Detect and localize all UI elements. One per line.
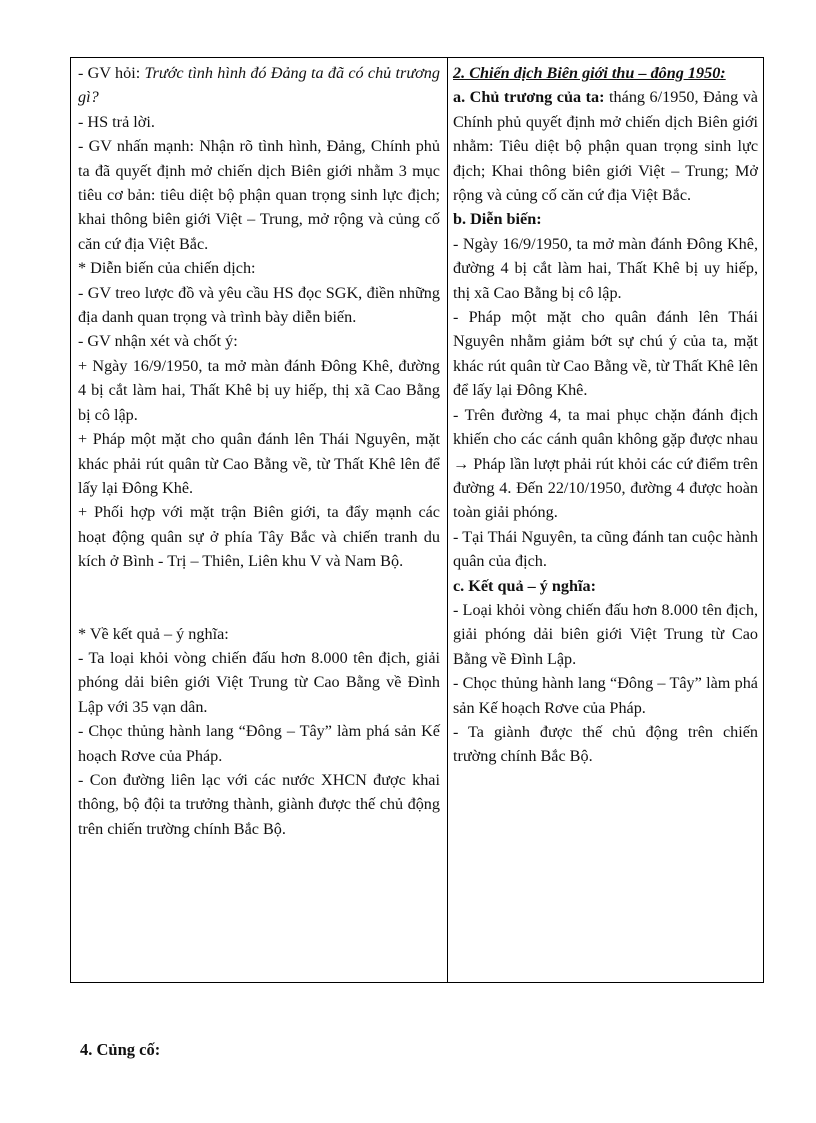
right-paragraph: - Chọc thủng hành lang “Đông – Tây” làm phá sản Kế hoạch Rơve của Pháp. [453,674,758,717]
right-paragraph: a. Chủ trương của ta: tháng 6/1950, Đảng và Chính phủ quyết định mở chiến dịch Biên giới nhằm: Tiêu diệt bộ phận quan trọng sinh lực địch; Khai thông biên giới Việt – Trung; Mở rộng và củng cố căn cứ địa Việt Bắc. [453,88,758,205]
subheading-a: a. Chủ trương của ta: [453,88,605,107]
right-paragraph: - Ta giành được thế chủ động trên chiến trường chính Bắc Bộ. [453,722,758,766]
right-paragraph: - Pháp một mặt cho quân đánh lên Thái Nguyên nhằm giảm bớt sự chú ý của ta, mặt khác rút quân từ Cao Bằng về, từ Thất Khê lên để lấy lại Đông Khê. [453,308,758,400]
right-paragraph: - Tại Thái Nguyên, ta cũng đánh tan cuộc hành quân của địch. [453,527,758,571]
right-paragraph: - Trên đường 4, ta mai phục chặn đánh địch khiến cho các cánh quân không gặp được nhau → Pháp lần lượt phải rút khỏi các cứ điểm trên đường 4. Đến 22/10/1950, đường 4 được hoàn toàn giải phóng. [453,405,758,522]
left-paragraph: + Ngày 16/9/1950, ta mở màn đánh Đông Khê, đường 4 bị cắt làm hai, Thất Khê bị uy hiếp, thị xã Cao Bằng bị cô lập. [78,356,440,424]
subheading-b: b. Diễn biến: [453,210,542,229]
column-divider [447,58,448,982]
left-paragraph: + Pháp một mặt cho quân đánh lên Thái Nguyên, mặt khác phải rút quân từ Cao Bằng về, từ Thất Khê lên để lấy lại Đông Khê. [78,430,440,497]
left-paragraph: - Chọc thủng hành lang “Đông – Tây” làm phá sản Kế hoạch Rơve của Pháp. [78,722,440,765]
left-paragraph: * Về kết quả – ý nghĩa: [78,624,229,643]
section-heading-consolidation: 4. Củng cố: [80,1040,161,1059]
left-paragraph: - GV treo lược đồ và yêu cầu HS đọc SGK, điền những địa danh quan trọng và trình bày diễn biến. [78,283,440,327]
left-paragraph: - GV nhấn mạnh: Nhận rõ tình hình, Đảng, Chính phủ ta đã quyết định mở chiến dịch Biên giới nhằm 3 mục tiêu cơ bản: tiêu diệt bộ phận quan trọng sinh lực địch; khai thông biên giới Việt – Trung, mở rộng và củng cố căn cứ địa Việt Bắc. [78,137,440,253]
lesson-content-column [453,61,758,769]
left-paragraph: + Phối hợp với mặt trận Biên giới, ta đẩy mạnh các hoạt động quân sự ở phía Tây Bắc và chiến tranh du kích ở Bình - Trị – Thiên, Liên khu V và Nam Bộ. [78,503,440,571]
right-paragraph: - Ngày 16/9/1950, ta mở màn đánh Đông Khê, đường 4 bị cắt làm hai, Thất Khê bị uy hiếp, thị xã Cao Bằng bị cô lập. [453,234,758,302]
left-paragraph: - Con đường liên lạc với các nước XHCN được khai thông, bộ đội ta trưởng thành, giành được thế chủ động trên chiến trường chính Bắc Bộ. [78,770,440,838]
section-title: 2. Chiến dịch Biên giới thu – đông 1950: [453,64,726,82]
right-paragraph: - Loại khỏi vòng chiến đấu hơn 8.000 tên địch, giải phóng dải biên giới Việt Trung từ Cao Bằng về Đình Lập. [453,600,758,668]
teacher-student-activities-column [78,61,440,841]
lesson-table [70,57,764,983]
left-paragraph: - GV hỏi: Trước tình hình đó Đảng ta đã có chủ trương gì? [78,64,440,107]
left-paragraph: - Ta loại khỏi vòng chiến đấu hơn 8.000 tên địch, giải phóng dải biên giới Việt Trung từ Cao Bằng về Đình Lập với 35 vạn dân. [78,648,440,716]
left-paragraph: - GV nhận xét và chốt ý: [78,332,238,351]
subheading-c: c. Kết quả – ý nghĩa: [453,576,597,595]
teacher-question: Trước tình hình đó Đảng ta đã có chủ trương gì? [78,64,440,107]
left-paragraph: - HS trả lời. [78,112,155,131]
left-paragraph: * Diễn biến của chiến dịch: [78,259,256,278]
